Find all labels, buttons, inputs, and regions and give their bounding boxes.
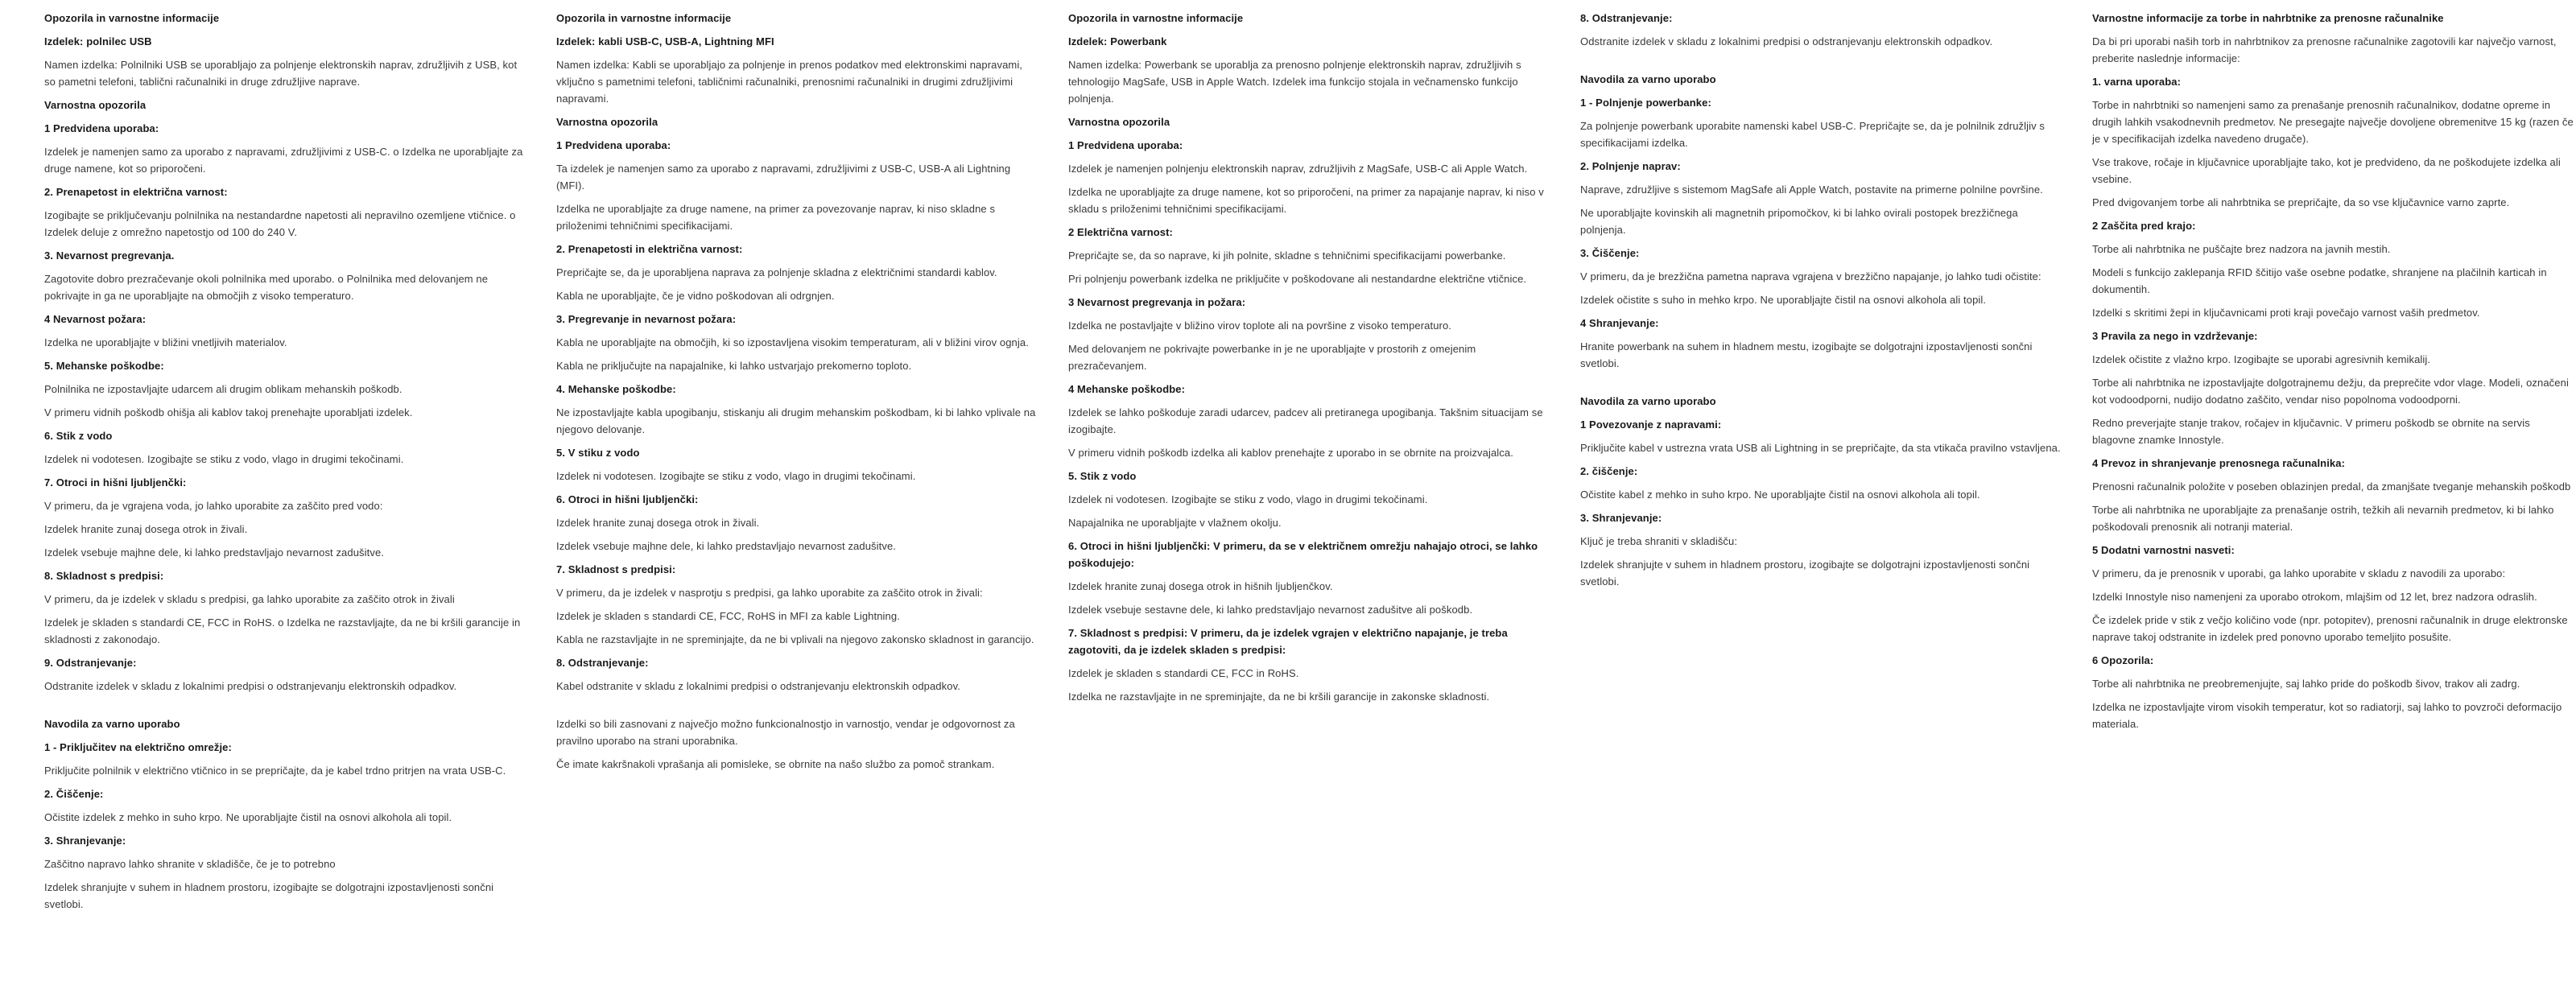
section-heading: Varnostne informacije za torbe in nahrbtnike za prenosne računalnike bbox=[2092, 12, 2444, 24]
paragraph: Kabel odstranite v skladu z lokalnimi predpisi o odstranjevanju elektronskih odpadkov. bbox=[556, 680, 960, 692]
section-heading: 8. Skladnost s predpisi: bbox=[44, 570, 164, 582]
column-usb-charger-safety bbox=[44, 10, 526, 919]
paragraph: Torbe ali nahrbtnika ne uporabljajte za prenašanje ostrih, težkih ali nevarnih predmetov, ki bi lahko poškodovali prenosnik ali notranji material. bbox=[2092, 504, 2554, 533]
section-heading: 5. Stik z vodo bbox=[1068, 470, 1137, 482]
paragraph: Priključite polnilnik v električno vtičnico in se prepričajte, da je kabel trdno pritrjen na vrata USB-C. bbox=[44, 765, 506, 777]
paragraph: V primeru, da je vgrajena voda, jo lahko uporabite za zaščito pred vodo: bbox=[44, 500, 383, 512]
section-heading: 1 Predvidena uporaba: bbox=[44, 122, 159, 134]
section-heading: 7. Skladnost s predpisi: V primeru, da je izdelek vgrajen v električno napajanje, je treba zagotoviti, da je izdelek skladen s predpisi: bbox=[1068, 627, 1508, 656]
paragraph: Izdelek je skladen s standardi CE, FCC in RoHS. bbox=[1068, 667, 1299, 679]
paragraph: Pri polnjenju powerbank izdelka ne priključite v poškodovane ali nestandardne električne vtičnice. bbox=[1068, 273, 1527, 285]
section-heading: 6. Otroci in hišni ljubljenčki: bbox=[556, 493, 699, 505]
section-heading: Navodila za varno uporabo bbox=[1580, 73, 1716, 85]
paragraph: Vse trakove, ročaje in ključavnice uporabljajte tako, kot je predvideno, da ne poškodujete izdelka ali vsebine. bbox=[2092, 156, 2561, 185]
section-heading: 6 Opozorila: bbox=[2092, 654, 2154, 666]
paragraph: Izdelek shranjujte v suhem in hladnem prostoru, izogibajte se dolgotrajni izpostavljenosti sončni svetlobi. bbox=[1580, 559, 2030, 588]
section-heading: Izdelek: Powerbank bbox=[1068, 35, 1167, 47]
paragraph: Izdelek ni vodotesen. Izogibajte se stiku z vodo, vlago in drugimi tekočinami. bbox=[1068, 493, 1428, 505]
paragraph: Ključ je treba shraniti v skladišču: bbox=[1580, 535, 1738, 547]
column-powerbank-usage bbox=[1580, 10, 2062, 596]
paragraph: Očistite kabel z mehko in suho krpo. Ne uporabljajte čistil na osnovi alkohola ali topil. bbox=[1580, 489, 1980, 501]
paragraph: Izdelka ne uporabljajte v bližini vnetljivih materialov. bbox=[44, 336, 287, 348]
paragraph: Izdelki s skritimi žepi in ključavnicami proti kraji povečajo varnost vaših predmetov. bbox=[2092, 307, 2480, 319]
column-laptop-bags-safety bbox=[2092, 10, 2574, 739]
paragraph: Izdelek ni vodotesen. Izogibajte se stiku z vodo, vlago in drugimi tekočinami. bbox=[44, 453, 404, 465]
paragraph: V primeru vidnih poškodb izdelka ali kablov prenehajte z uporabo in se obrnite na proizvajalca. bbox=[1068, 447, 1513, 459]
paragraph: Odstranite izdelek v skladu z lokalnimi predpisi o odstranjevanju elektronskih odpadkov. bbox=[1580, 35, 1993, 47]
paragraph: Izdelki so bili zasnovani z največjo možno funkcionalnostjo in varnostjo, vendar je odgovornost za pravilno uporabo na strani uporabnika. bbox=[556, 718, 1015, 747]
section-heading: 5 Dodatni varnostni nasveti: bbox=[2092, 544, 2235, 556]
paragraph: Izdelek očistite s suho in mehko krpo. Ne uporabljajte čistil na osnovi alkohola ali topil. bbox=[1580, 294, 1987, 306]
section-heading: 2 Električna varnost: bbox=[1068, 226, 1173, 238]
section-heading: Varnostna opozorila bbox=[44, 99, 147, 111]
paragraph: Da bi pri uporabi naših torb in nahrbtnikov za prenosne računalnike zagotovili kar največjo varnost, preberite naslednje informacije: bbox=[2092, 35, 2557, 64]
section-heading: 9. Odstranjevanje: bbox=[44, 657, 137, 669]
section-heading: 2. Polnjenje naprav: bbox=[1580, 160, 1681, 172]
section-heading: 1 Predvidena uporaba: bbox=[1068, 139, 1183, 151]
section-heading: 4 Mehanske poškodbe: bbox=[1068, 383, 1186, 395]
paragraph: Izdelek hranite zunaj dosega otrok in živali. bbox=[44, 523, 248, 535]
section-heading: 2. Čiščenje: bbox=[44, 788, 104, 800]
paragraph: Namen izdelka: Polnilniki USB se uporabljajo za polnjenje elektronskih naprav, združljivih z USB, kot so pametni telefoni, tablični računalniki in druge združljive naprave. bbox=[44, 59, 518, 88]
section-heading: 2. Prenapetosti in električna varnost: bbox=[556, 243, 743, 255]
paragraph: Izdelka ne uporabljajte za druge namene, kot so priporočeni, na primer za napajanje naprav, ki niso v skladu s priloženimi tehničnimi specifikacijami. bbox=[1068, 186, 1544, 215]
paragraph: Redno preverjajte stanje trakov, ročajev in ključavnic. V primeru poškodb se obrnite na servis blagovne znamke Innostyle. bbox=[2092, 417, 2530, 446]
paragraph: Izdelek je skladen s standardi CE, FCC in RoHS. o Izdelka ne razstavljajte, da ne bi kršili garancije in skladnosti z zakonodajo. bbox=[44, 616, 521, 645]
paragraph: Hranite powerbank na suhem in hladnem mestu, izogibajte se dolgotrajni izpostavljenosti sončni svetlobi. bbox=[1580, 340, 2033, 369]
section-heading: Varnostna opozorila bbox=[556, 116, 658, 128]
paragraph: Izdelki Innostyle niso namenjeni za uporabo otrokom, mlajšim od 12 let, brez nadzora odraslih. bbox=[2092, 591, 2537, 603]
section-heading: 1 - Priključitev na električno omrežje: bbox=[44, 741, 232, 753]
spacer bbox=[1580, 56, 2062, 71]
paragraph: Naprave, združljive s sistemom MagSafe ali Apple Watch, postavite na primerne polnilne površine. bbox=[1580, 183, 2043, 196]
section-heading: Opozorila in varnostne informacije bbox=[1068, 12, 1244, 24]
spacer bbox=[44, 701, 526, 715]
paragraph: Izdelka ne postavljajte v bližino virov toplote ali na površine z visoko temperaturo. bbox=[1068, 320, 1452, 332]
section-heading: 1 Predvidena uporaba: bbox=[556, 139, 671, 151]
paragraph: Polnilnika ne izpostavljajte udarcem ali drugim oblikam mehanskih poškodb. bbox=[44, 383, 402, 395]
section-heading: Navodila za varno uporabo bbox=[44, 718, 180, 730]
paragraph: Pred dvigovanjem torbe ali nahrbtnika se prepričajte, da so vse ključavnice varno zaprte. bbox=[2092, 196, 2510, 208]
paragraph: Za polnjenje powerbank uporabite namenski kabel USB-C. Prepričajte se, da je polnilnik združljiv s specifikacijami izdelka. bbox=[1580, 120, 2046, 149]
section-heading: 3. Shranjevanje: bbox=[1580, 512, 1662, 524]
section-heading: 3. Shranjevanje: bbox=[44, 835, 126, 847]
paragraph: Modeli s funkcijo zaklepanja RFID ščitijo vaše osebne podatke, shranjene na plačilnih karticah in dokumentih. bbox=[2092, 266, 2547, 295]
paragraph: Torbe in nahrbtniki so namenjeni samo za prenašanje prenosnih računalnikov, dodatne opreme in drugih lahkih vsakodnevnih predmetov. Ne presegajte največje dovoljene obremenitve 15 kg (razen če je v specifikacijah izdelka navedeno drugače). bbox=[2092, 99, 2574, 145]
paragraph: Kabla ne uporabljajte, če je vidno poškodovan ali odrgnjen. bbox=[556, 290, 835, 302]
paragraph: V primeru, da je prenosnik v uporabi, ga lahko uporabite v skladu z navodili za uporabo: bbox=[2092, 567, 2506, 579]
section-heading: 4 Nevarnost požara: bbox=[44, 313, 147, 325]
section-heading: 1 - Polnjenje powerbanke: bbox=[1580, 97, 1711, 109]
section-heading: 3 Nevarnost pregrevanja in požara: bbox=[1068, 296, 1246, 308]
section-heading: 6. Stik z vodo bbox=[44, 430, 113, 442]
paragraph: V primeru, da je brezžična pametna naprava vgrajena v brezžično napajanje, jo lahko tudi očistite: bbox=[1580, 270, 2041, 282]
spacer bbox=[556, 701, 1038, 715]
paragraph: Izdelek vsebuje majhne dele, ki lahko predstavljajo nevarnost zadušitve. bbox=[44, 546, 384, 559]
paragraph: Namen izdelka: Powerbank se uporablja za prenosno polnjenje elektronskih naprav, združljivih s tehnologijo MagSafe, USB in Apple Watch. Izdelek ima funkcijo stojala in večnamensko funkcijo polnjenja. bbox=[1068, 59, 1521, 105]
paragraph: Odstranite izdelek v skladu z lokalnimi predpisi o odstranjevanju elektronskih odpadkov. bbox=[44, 680, 457, 692]
section-heading: 4. Mehanske poškodbe: bbox=[556, 383, 676, 395]
section-heading: 2. Prenapetost in električna varnost: bbox=[44, 186, 228, 198]
paragraph: Torbe ali nahrbtnika ne puščajte brez nadzora na javnih mestih. bbox=[2092, 243, 2391, 255]
paragraph: Očistite izdelek z mehko in suho krpo. Ne uporabljajte čistil na osnovi alkohola ali topil. bbox=[44, 811, 452, 823]
paragraph: Prepričajte se, da je uporabljena naprava za polnjenje skladna z električnimi standardi kablov. bbox=[556, 266, 997, 278]
section-heading: 3. Nevarnost pregrevanja. bbox=[44, 249, 175, 262]
section-heading: 2. čiščenje: bbox=[1580, 465, 1638, 477]
section-heading: 7. Skladnost s predpisi: bbox=[556, 563, 676, 575]
paragraph: Izdelek ni vodotesen. Izogibajte se stiku z vodo, vlago in drugimi tekočinami. bbox=[556, 470, 916, 482]
paragraph: Priključite kabel v ustrezna vrata USB ali Lightning in se prepričajte, da sta vtikača pravilno vstavljena. bbox=[1580, 442, 2061, 454]
paragraph: Izogibajte se priključevanju polnilnika na nestandardne napetosti ali nepravilno ozemljene vtičnice. o Izdelek deluje z omrežno napetostjo od 100 do 240 V. bbox=[44, 209, 516, 238]
section-heading: 5. Mehanske poškodbe: bbox=[44, 360, 164, 372]
paragraph: Zaščitno napravo lahko shranite v skladišče, če je to potrebno bbox=[44, 858, 336, 870]
paragraph: Ta izdelek je namenjen samo za uporabo z napravami, združljivimi z USB-C, USB-A ali Lightning (MFI). bbox=[556, 163, 1011, 192]
paragraph: Med delovanjem ne pokrivajte powerbanke in je ne uporabljajte v prostorih z omejenim prezračevanjem. bbox=[1068, 343, 1476, 372]
paragraph: Izdelek se lahko poškoduje zaradi udarcev, padcev ali pretiranega upogibanja. Takšnim situacijam se izogibajte. bbox=[1068, 406, 1543, 435]
paragraph: Prepričajte se, da so naprave, ki jih polnite, skladne s tehničnimi specifikacijami powerbanke. bbox=[1068, 249, 1506, 262]
column-powerbank-safety bbox=[1068, 10, 1550, 711]
paragraph: Izdelek je namenjen polnjenju elektronskih naprav, združljivih z MagSafe, USB-C ali Apple Watch. bbox=[1068, 163, 1528, 175]
paragraph: Če izdelek pride v stik z večjo količino vode (npr. potopitev), prenosni računalnik in druge elektronske naprave takoj odstranite in izdelek pred ponovno uporabo temeljito posušite. bbox=[2092, 614, 2568, 643]
paragraph: V primeru, da je izdelek v skladu s predpisi, ga lahko uporabite za zaščito otrok in živali bbox=[44, 593, 455, 605]
section-heading: 3. Pregrevanje in nevarnost požara: bbox=[556, 313, 737, 325]
paragraph: Zagotovite dobro prezračevanje okoli polnilnika med uporabo. o Polnilnika med delovanjem ne pokrivajte in ga ne uporabljajte na območjih z visoko temperaturo. bbox=[44, 273, 489, 302]
section-heading: 3 Pravila za nego in vzdrževanje: bbox=[2092, 330, 2258, 342]
paragraph: Izdelek hranite zunaj dosega otrok in živali. bbox=[556, 517, 760, 529]
section-heading: 5. V stiku z vodo bbox=[556, 447, 640, 459]
section-heading: 8. Odstranjevanje: bbox=[1580, 12, 1673, 24]
section-heading: 2 Zaščita pred krajo: bbox=[2092, 220, 2196, 232]
paragraph: Izdelek vsebuje majhne dele, ki lahko predstavljajo nevarnost zadušitve. bbox=[556, 540, 896, 552]
paragraph: Prenosni računalnik položite v poseben oblazinjen predal, da zmanjšate tveganje mehanskih poškodb bbox=[2092, 480, 2571, 493]
section-heading: 1 Povezovanje z napravami: bbox=[1580, 418, 1722, 431]
paragraph: Izdelek je namenjen samo za uporabo z napravami, združljivimi z USB-C. o Izdelka ne uporabljajte za druge namene, kot so priporočeni. bbox=[44, 146, 523, 175]
paragraph: Izdelek hranite zunaj dosega otrok in hišnih ljubljenčkov. bbox=[1068, 580, 1333, 592]
paragraph: Izdelek je skladen s standardi CE, FCC, RoHS in MFI za kable Lightning. bbox=[556, 610, 900, 622]
paragraph: Izdelka ne uporabljajte za druge namene, na primer za povezovanje naprav, ki niso skladne s priloženimi tehničnimi specifikacijami. bbox=[556, 203, 996, 232]
paragraph: V primeru, da je izdelek v nasprotju s predpisi, ga lahko uporabite za zaščito otrok in živali: bbox=[556, 587, 983, 599]
section-heading: 8. Odstranjevanje: bbox=[556, 657, 649, 669]
paragraph: Kabla ne uporabljajte na območjih, ki so izpostavljena visokim temperaturam, ali v bližini virov ognja. bbox=[556, 336, 1029, 348]
paragraph: Torbe ali nahrbtnika ne preobremenjujte, saj lahko pride do poškodb šivov, trakov ali zadrg. bbox=[2092, 678, 2520, 690]
paragraph: Namen izdelka: Kabli se uporabljajo za polnjenje in prenos podatkov med elektronskimi napravami, vključno s pametnimi telefoni, tabličnimi računalniki, prenosnimi računalniki in drugimi združljivimi napravami. bbox=[556, 59, 1023, 105]
section-heading: Opozorila in varnostne informacije bbox=[44, 12, 220, 24]
paragraph: Kabla ne priključujte na napajalnike, ki lahko ustvarjajo prekomerno toploto. bbox=[556, 360, 912, 372]
paragraph: Ne uporabljajte kovinskih ali magnetnih pripomočkov, ki bi lahko ovirali postopek brezžičnega polnjenja. bbox=[1580, 207, 2018, 236]
section-heading: Opozorila in varnostne informacije bbox=[556, 12, 732, 24]
section-heading: Navodila za varno uporabo bbox=[1580, 395, 1716, 407]
paragraph: Izdelek očistite z vlažno krpo. Izogibajte se uporabi agresivnih kemikalij. bbox=[2092, 353, 2431, 365]
section-heading: 4 Shranjevanje: bbox=[1580, 317, 1659, 329]
section-heading: Izdelek: polnilec USB bbox=[44, 35, 152, 47]
section-heading: 1. varna uporaba: bbox=[2092, 76, 2182, 88]
paragraph: Napajalnika ne uporabljajte v vlažnem okolju. bbox=[1068, 517, 1282, 529]
spacer bbox=[1580, 378, 2062, 393]
paragraph: Izdelek vsebuje sestavne dele, ki lahko predstavljajo nevarnost zadušitve ali poškodb. bbox=[1068, 604, 1473, 616]
section-heading: 6. Otroci in hišni ljubljenčki: V primeru, da se v električnem omrežju nahajajo otroci, se lahko poškodujejo: bbox=[1068, 540, 1538, 569]
paragraph: Če imate kakršnakoli vprašanja ali pomisleke, se obrnite na našo službo za pomoč strankam. bbox=[556, 758, 995, 770]
section-heading: 7. Otroci in hišni ljubljenčki: bbox=[44, 476, 187, 489]
paragraph: Izdelek shranjujte v suhem in hladnem prostoru, izogibajte se dolgotrajni izpostavljenosti sončni svetlobi. bbox=[44, 881, 494, 910]
paragraph: Izdelka ne razstavljajte in ne spreminjajte, da ne bi kršili garancije in zakonske skladnosti. bbox=[1068, 691, 1490, 703]
section-heading: 4 Prevoz in shranjevanje prenosnega računalnika: bbox=[2092, 457, 2346, 469]
column-cables-safety bbox=[556, 10, 1038, 779]
paragraph: Ne izpostavljajte kabla upogibanju, stiskanju ali drugim mehanskim poškodbam, ki bi lahko vplivale na njegovo delovanje. bbox=[556, 406, 1036, 435]
section-heading: 3. Čiščenje: bbox=[1580, 247, 1640, 259]
section-heading: Izdelek: kabli USB-C, USB-A, Lightning MFI bbox=[556, 35, 774, 47]
paragraph: Torbe ali nahrbtnika ne izpostavljajte dolgotrajnemu dežju, da preprečite vdor vlage. Modeli, označeni kot vodoodporni, nudijo dodatno zaščito, vendar niso popolnoma vodoodporni. bbox=[2092, 377, 2569, 406]
paragraph: V primeru vidnih poškodb ohišja ali kablov takoj prenehajte uporabljati izdelek. bbox=[44, 406, 413, 418]
paragraph: Kabla ne razstavljajte in ne spreminjajte, da ne bi vplivali na njegovo zakonsko skladnost in garancijo. bbox=[556, 633, 1034, 645]
paragraph: Izdelka ne izpostavljajte virom visokih temperatur, kot so radiatorji, saj lahko to povzroči deformacijo materiala. bbox=[2092, 701, 2562, 730]
section-heading: Varnostna opozorila bbox=[1068, 116, 1170, 128]
